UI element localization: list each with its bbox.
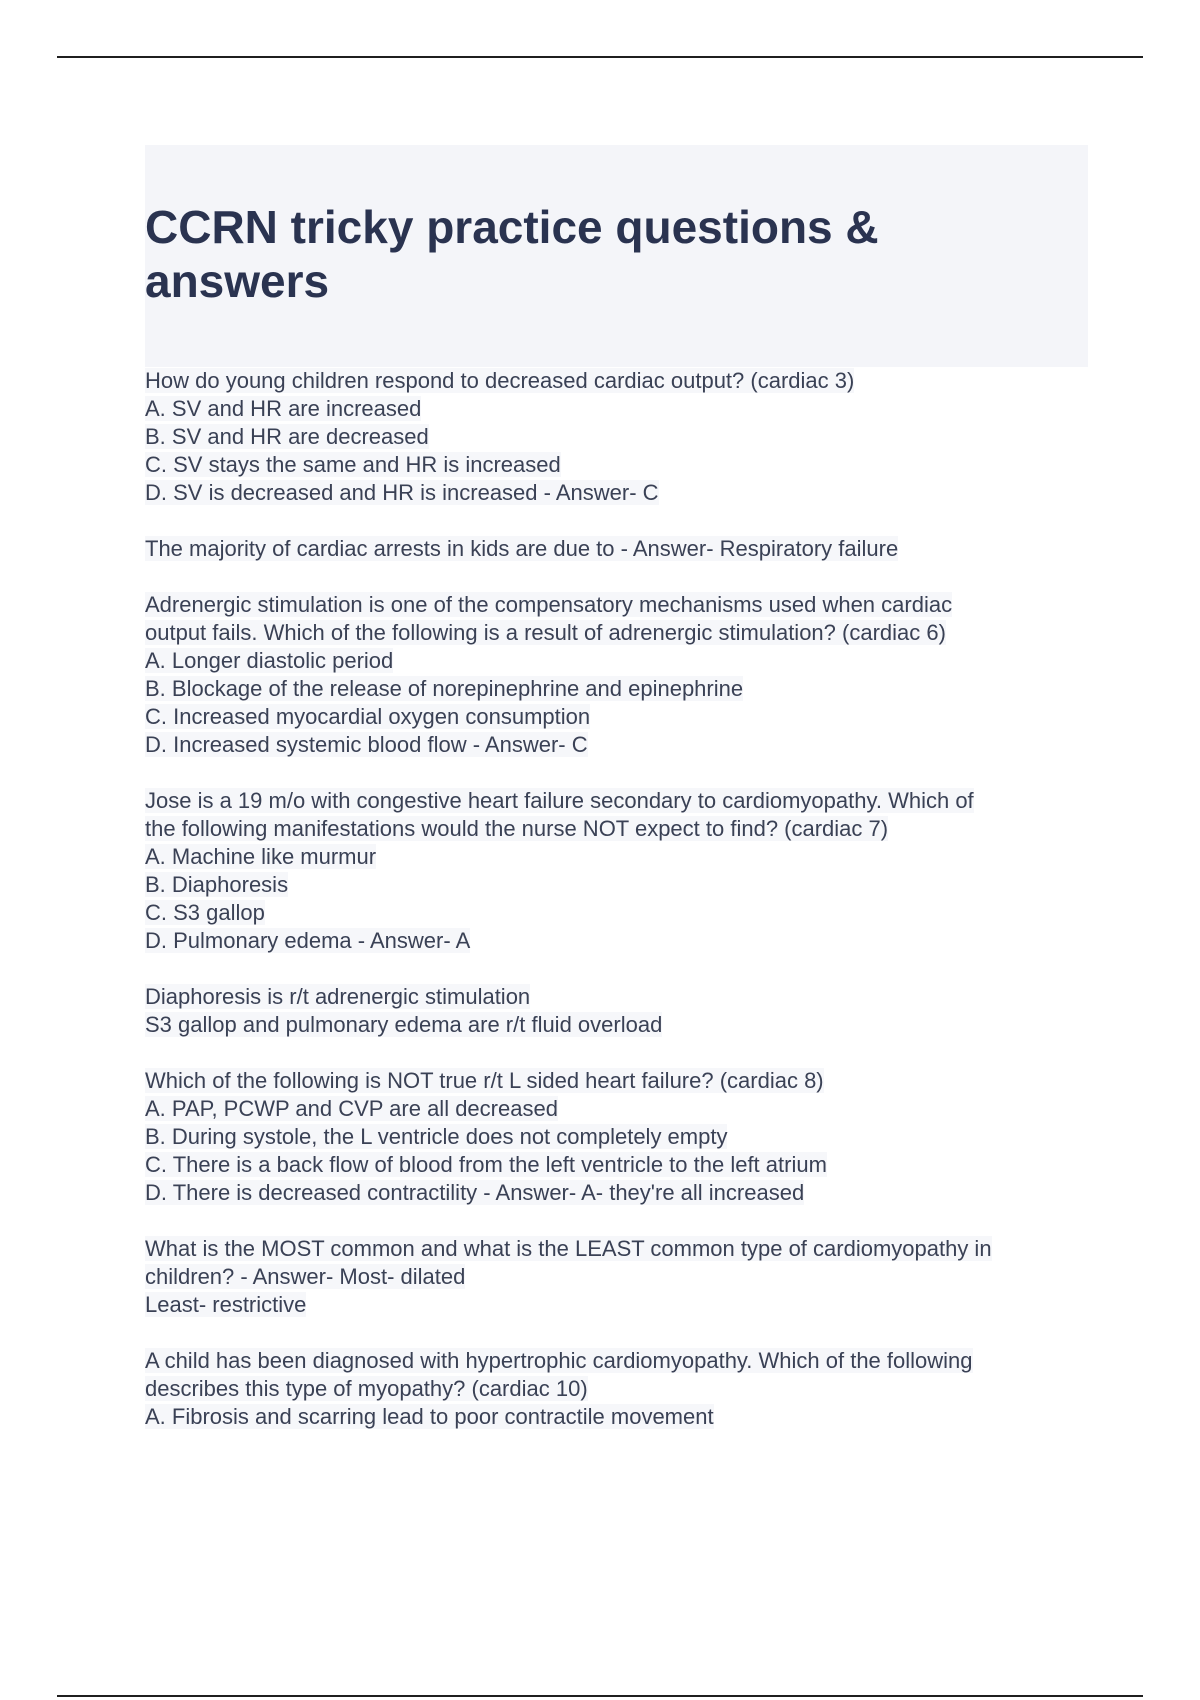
qa-block [145, 535, 1088, 563]
page-title: CCRN tricky practice questions & answers [145, 201, 879, 307]
answer-option: A. Longer diastolic period [145, 648, 394, 673]
question-text: the following manifestations would the nurse NOT expect to find? (cardiac 7) [145, 816, 889, 841]
answer-text: Least- restrictive [145, 1292, 307, 1317]
question-text: A child has been diagnosed with hypertrophic cardiomyopathy. Which of the following [145, 1348, 973, 1373]
title-block [145, 145, 1088, 367]
answer-option: D. SV is decreased and HR is increased - Answer- C [145, 480, 659, 505]
explanation-text: S3 gallop and pulmonary edema are r/t fluid overload [145, 1012, 663, 1037]
question-text: children? - Answer- Most- dilated [145, 1264, 466, 1289]
qa-content [145, 367, 1088, 1459]
question-text: What is the MOST common and what is the LEAST common type of cardiomyopathy in [145, 1236, 992, 1261]
top-rule [57, 56, 1143, 58]
answer-option: D. There is decreased contractility - Answer- A- they're all increased [145, 1180, 805, 1205]
answer-option: A. PAP, PCWP and CVP are all decreased [145, 1096, 558, 1121]
bottom-rule [57, 1695, 1143, 1697]
answer-option: C. There is a back flow of blood from the left ventricle to the left atrium [145, 1152, 827, 1177]
question-text: The majority of cardiac arrests in kids are due to - Answer- Respiratory failure [145, 536, 899, 561]
qa-block [145, 1347, 1088, 1431]
question-text: Jose is a 19 m/o with congestive heart failure secondary to cardiomyopathy. Which of [145, 788, 974, 813]
answer-option: A. SV and HR are increased [145, 396, 422, 421]
qa-block [145, 1235, 1088, 1319]
question-text: describes this type of myopathy? (cardiac 10) [145, 1376, 588, 1401]
answer-option: B. Blockage of the release of norepinephrine and epinephrine [145, 676, 744, 701]
qa-block [145, 591, 1088, 759]
answer-option: A. Fibrosis and scarring lead to poor contractile movement [145, 1404, 714, 1429]
answer-option: B. SV and HR are decreased [145, 424, 429, 449]
answer-option: C. Increased myocardial oxygen consumption [145, 704, 591, 729]
question-text: output fails. Which of the following is a result of adrenergic stimulation? (cardiac 6) [145, 620, 946, 645]
answer-option: B. Diaphoresis [145, 872, 289, 897]
answer-option: B. During systole, the L ventricle does not completely empty [145, 1124, 728, 1149]
answer-option: D. Increased systemic blood flow - Answer- C [145, 732, 588, 757]
qa-block [145, 1067, 1088, 1207]
qa-block [145, 367, 1088, 507]
explanation-text: Diaphoresis is r/t adrenergic stimulation [145, 984, 531, 1009]
qa-block [145, 983, 1088, 1039]
answer-option: D. Pulmonary edema - Answer- A [145, 928, 471, 953]
answer-option: C. S3 gallop [145, 900, 265, 925]
question-text: How do young children respond to decreased cardiac output? (cardiac 3) [145, 368, 855, 393]
qa-block [145, 787, 1088, 955]
question-text: Adrenergic stimulation is one of the compensatory mechanisms used when cardiac [145, 592, 953, 617]
question-text: Which of the following is NOT true r/t L sided heart failure? (cardiac 8) [145, 1068, 824, 1093]
answer-option: A. Machine like murmur [145, 844, 377, 869]
answer-option: C. SV stays the same and HR is increased [145, 452, 561, 477]
